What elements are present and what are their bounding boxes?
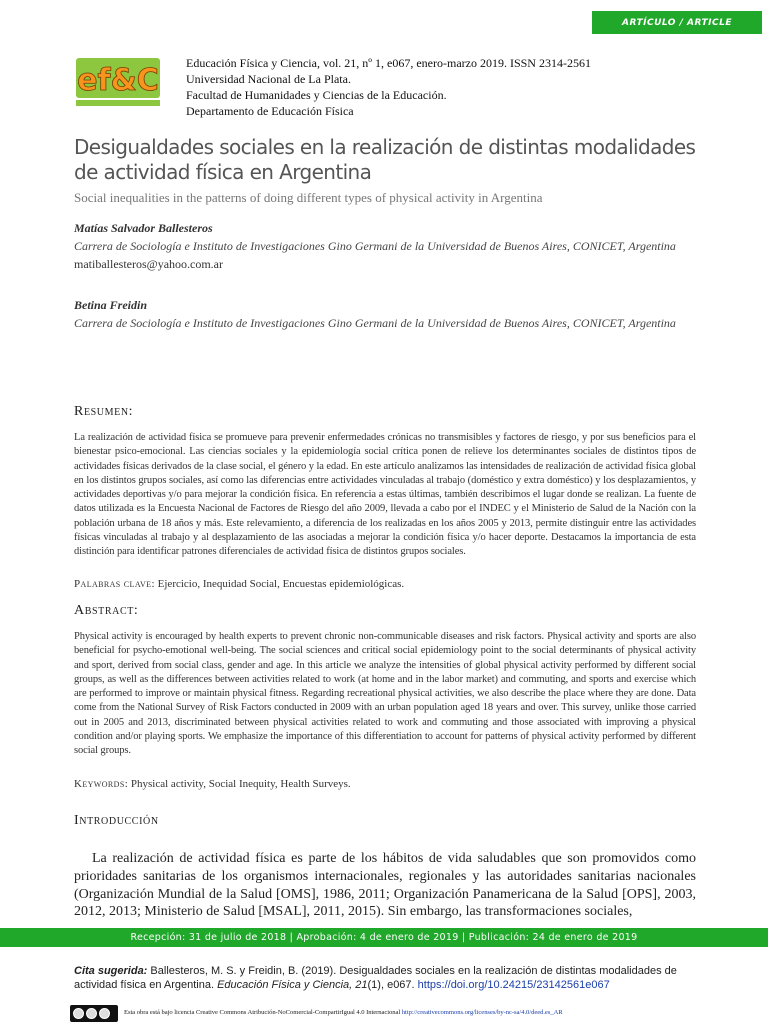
author-block — [74, 219, 694, 273]
article-type-badge: ARTÍCULO / ARTICLE — [592, 11, 762, 34]
journal-line: Facultad de Humanidades y Ciencias de la Educación. — [186, 88, 447, 102]
citation-journal: Educación Física y Ciencia, 21 — [217, 979, 368, 991]
resumen-heading: Resumen: — [74, 404, 134, 419]
author-block — [74, 296, 694, 332]
intro-heading: Introducción — [74, 813, 159, 828]
author-affiliation: Carrera de Sociología e Instituto de Investigaciones Gino Germani de la Universidad de Buenos Aires, CONICET, Argentina — [74, 239, 676, 253]
by-circle-icon — [86, 1008, 97, 1019]
nc-circle-icon — [99, 1008, 110, 1019]
abstract-keywords — [74, 778, 351, 790]
citation-label: Cita sugerida: — [74, 965, 148, 977]
journal-line: Educación Física y Ciencia, vol. 21, nº 1, e067, enero-marzo 2019. ISSN 2314-2561 — [186, 56, 591, 70]
article-title: Desigualdades sociales en la realización de distintas modalidades de actividad física en Argentina — [74, 135, 696, 184]
resumen-text: La realización de actividad física se promueve para prevenir enfermedades crónicas no transmisibles y factores de riesgo, y por sus beneficios para el bienestar psico-emocional. Las ciencias sociales y la epidemiología social crítica ponen de relieve los determinantes sociales de distintos tipos de actividades físicas derivados de la clase social, el género y la edad. En este artículo analizamos las intensidades de realización de actividad física global en los distintos grupos sociales, así como las diferencias entre actividades vinculadas al trabajo (doméstico y extra doméstico) y los desplazamientos, y actividades deportivas y/o para mejorar la condición física. En referencia a estas últimas, también describimos el lugar donde se realizan. La fuente de datos utilizada es la Encuesta Nacional de Factores de Riesgo del año 2009, llevada a cabo por el INDEC y el Ministerio de Salud de la Nación con la población urbana de 18 años y más. Este relevamiento, a diferencia de los realizadas en los años 2005 y 2013, permite distinguir entre las actividades físicas vinculadas al trabajo y al desplazamiento de las asociadas a mejorar la condición física y/o hacer deporte. Destacamos la importancia de esta distinción para identificar patrones diferenciales de actividad física de distintos grupos sociales. — [74, 432, 696, 558]
keywords-value: Physical activity, Social Inequity, Health Surveys. — [130, 778, 351, 790]
journal-info — [186, 55, 591, 119]
keywords-label: Keywords: — [74, 778, 129, 790]
suggested-citation — [74, 964, 704, 992]
cc-circle-icon — [73, 1008, 84, 1019]
journal-line: Universidad Nacional de La Plata. — [186, 72, 351, 86]
abstract-text: Physical activity is encouraged by health experts to prevent chronic non-communicable diseases and risk factors. Physical activity and sports are also beneficial for psycho-emotional well-being. The social sciences and critical social epidemiology point to the social determinants of physical activity and sport, derived from social class, gender and age. In this article we analyze the intensities of global physical activity performed by different social groups, as well as the differences between activities related to work (at home and in the labor market) and commuting, and sports and exercise which are performed to improve or maintain physical fitness. Regarding recreational physical activities, we also describe the place where they are done. Data come from the National Survey of Risk Factors conducted in 2009 with an urban population aged 18 years and over. This survey, unlike those carried out in 2005 and 2013, discriminated between physical activities related to work and commuting and those associated with improving a physical condition and/or playing sports. We emphasize the importance of this differentiation to account for patterns of physical activity performed by different social groups. — [74, 631, 696, 757]
author-email[interactable]: matiballesteros@yahoo.com.ar — [74, 257, 224, 271]
keywords-value: Ejercicio, Inequidad Social, Encuestas epidemiológicas. — [157, 578, 405, 590]
author-name: Matías Salvador Ballesteros — [74, 221, 213, 235]
license-note — [124, 1009, 563, 1016]
resumen-keywords — [74, 578, 404, 590]
citation-issue: (1), e067. — [367, 979, 415, 991]
license-text: Esta obra está bajo licencia Creative Commons Atribución-NoComercial-CompartirIgual 4.0 Internacional — [124, 1009, 401, 1016]
dates-bar: Recepción: 31 de julio de 2018 | Aprobación: 4 de enero de 2019 | Publicación: 24 de enero de 2019 — [0, 928, 768, 947]
svg-text:ef&C: ef&C — [77, 63, 159, 98]
creative-commons-icon — [70, 1005, 118, 1022]
author-name: Betina Freidin — [74, 298, 148, 312]
intro-paragraph: La realización de actividad física es parte de los hábitos de vida saludables que son promovidos como prioridades sanitarias de los organismos internacionales, regionales y las autoridades sanitarias nacionales (Organización Mundial de la Salud [OMS], 1986, 2011; Organización Panamericana de la Salud [OPS], 2003, 2012, 2013; Ministerio de Salud [MSAL], 2011, 2015). Sin embargo, las transformaciones sociales, — [74, 851, 696, 920]
license-link[interactable]: http://creativecommons.org/licenses/by-nc-sa/4.0/deed.es_AR — [401, 1009, 563, 1016]
journal-line: Departamento de Educación Física — [186, 104, 354, 118]
author-affiliation: Carrera de Sociología e Instituto de Investigaciones Gino Germani de la Universidad de Buenos Aires, CONICET, Argentina — [74, 316, 676, 330]
journal-logo — [70, 54, 166, 112]
abstract-heading: Abstract: — [74, 603, 139, 618]
keywords-label: Palabras clave: — [74, 578, 155, 590]
article-subtitle: Social inequalities in the patterns of doing different types of physical activity in Argentina — [74, 190, 543, 205]
citation-text: Ballesteros, M. S. y Freidin, B. (2019). Desigualdades sociales en la realización de distintas modalidades de actividad física en Argentina. — [74, 965, 677, 991]
doi-link[interactable]: https://doi.org/10.24215/23142561e067 — [417, 979, 610, 991]
